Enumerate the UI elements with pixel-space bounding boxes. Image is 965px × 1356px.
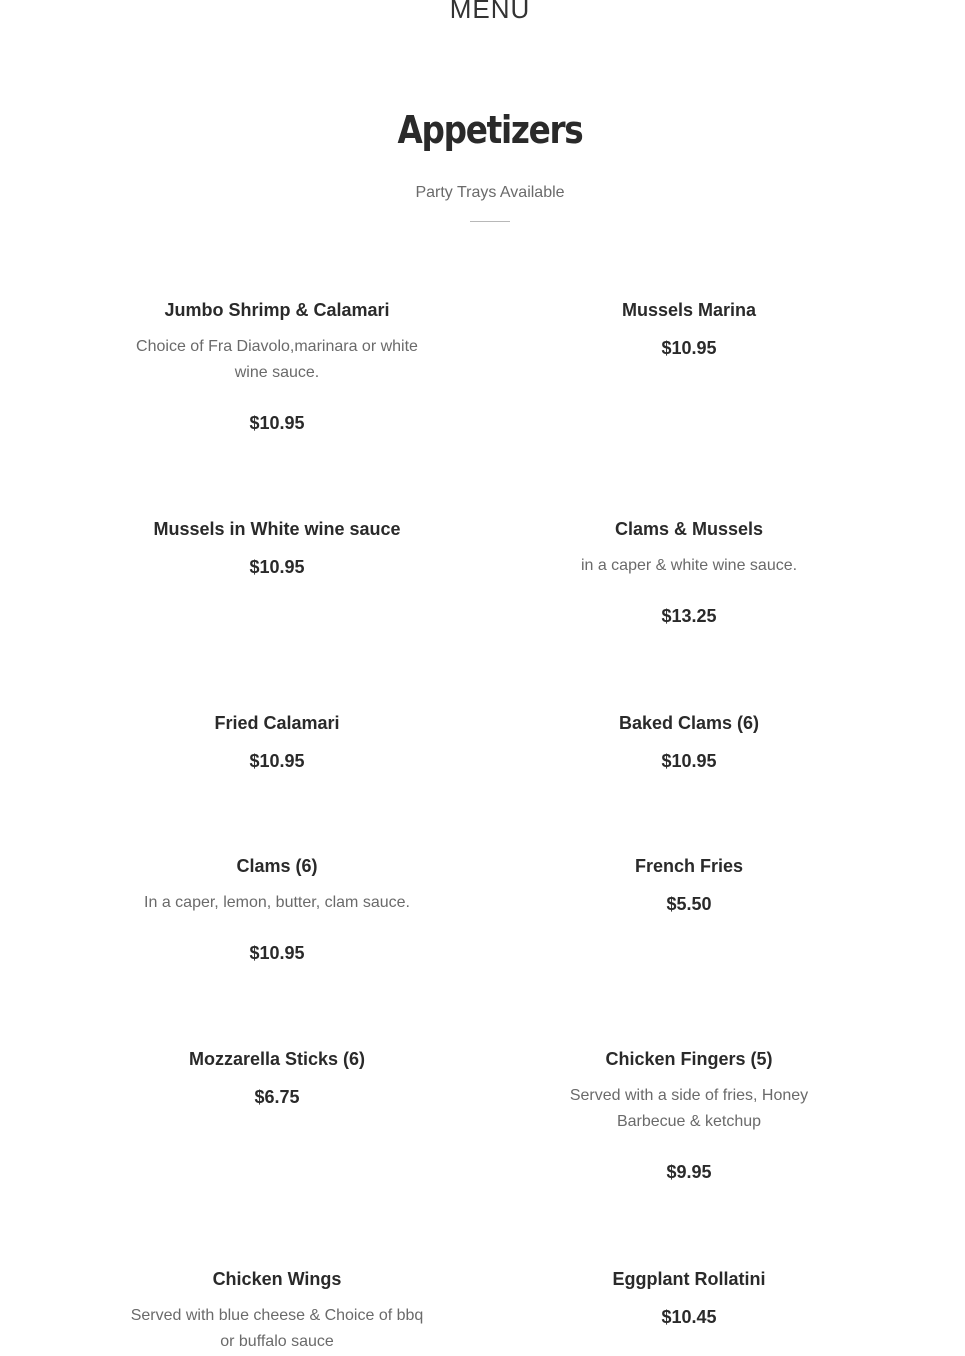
item-price: $9.95 xyxy=(666,1162,712,1182)
item-name: French Fries xyxy=(634,856,744,876)
menu-item xyxy=(127,1047,427,1109)
title-divider xyxy=(470,221,510,222)
item-name: Mozzarella Sticks (6) xyxy=(188,1049,366,1069)
menu-item xyxy=(548,1047,830,1184)
menu-item xyxy=(548,517,830,628)
item-description: In a caper, lemon, butter, clam sauce. xyxy=(144,894,410,911)
menu-item xyxy=(548,1267,830,1329)
section-subtitle: Party Trays Available xyxy=(415,184,565,201)
item-price: $13.25 xyxy=(661,606,717,626)
menu-item xyxy=(127,854,427,965)
item-name: Chicken Fingers (5) xyxy=(605,1049,773,1069)
menu-item xyxy=(548,854,830,916)
item-price: $5.50 xyxy=(666,894,712,914)
item-name: Baked Clams (6) xyxy=(618,713,760,733)
menu-item xyxy=(548,711,830,773)
menu-item xyxy=(127,1267,427,1356)
item-price: $10.95 xyxy=(249,557,305,577)
item-name: Clams & Mussels xyxy=(614,519,764,539)
item-price: $10.45 xyxy=(661,1307,717,1327)
menu-item xyxy=(127,298,427,435)
item-name: Chicken Wings xyxy=(212,1269,342,1289)
item-price: $10.95 xyxy=(249,751,305,771)
item-price: $10.95 xyxy=(661,338,717,358)
menu-item xyxy=(548,298,830,360)
section-title: Appetizers xyxy=(397,108,583,152)
item-description: Served with blue cheese & Choice of bbq or buffalo sauce xyxy=(130,1307,424,1350)
item-name: Mussels in White wine sauce xyxy=(153,519,401,539)
item-name: Mussels Marina xyxy=(621,300,757,320)
item-description: Served with a side of fries, Honey Barbecue & ketchup xyxy=(569,1087,809,1130)
item-price: $6.75 xyxy=(254,1087,300,1107)
menu-toggle-link[interactable]: MENU xyxy=(449,0,531,24)
item-price: $10.95 xyxy=(249,943,305,963)
item-price: $10.95 xyxy=(249,413,305,433)
item-price: $10.95 xyxy=(661,751,717,771)
item-description: in a caper & white wine sauce. xyxy=(580,557,798,574)
menu-item xyxy=(127,517,427,579)
item-name: Eggplant Rollatini xyxy=(612,1269,766,1289)
item-name: Fried Calamari xyxy=(214,713,340,733)
item-name: Clams (6) xyxy=(236,856,318,876)
item-description: Choice of Fra Diavolo,marinara or white wine sauce. xyxy=(136,338,418,381)
item-name: Jumbo Shrimp & Calamari xyxy=(164,300,390,320)
menu-item xyxy=(127,711,427,773)
